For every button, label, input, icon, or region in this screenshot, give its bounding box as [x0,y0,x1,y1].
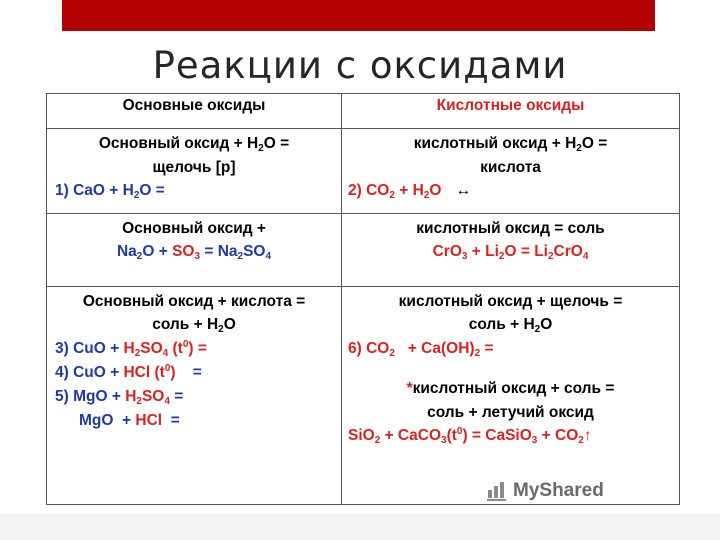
oxide-reactions-table [46,93,680,505]
reversible-arrow-icon: ↔ [455,182,472,200]
bottom-shade [0,514,720,540]
myshared-logo-icon [486,480,508,502]
cell-basic-water: Основный оксид + $Н_2О$ = щелочь [р] 1) CaO + $H_2O$ = [47,129,342,214]
watermark-text: MyShared [513,480,604,501]
header-acidic-oxides: Кислотные оксиды [342,94,680,129]
slide-title: Реакции с оксидами [152,44,568,87]
cell-basic-acid: Основный оксид + кислота = соль + $Н_2О$ 3) CuO + $H_2SO_4$ $(t^0)$ = 4) CuO + HCl $(t^0)$ = 5) MgO + $H_2SO_4$ = MgO + HCl = [47,287,342,505]
header-basic-oxides: Основные оксиды [47,94,342,129]
top-red-bar [62,0,655,31]
cell-basic-acidic: Основный оксид + $Na_2O + SO_3 = Na_2SO_4$ [47,214,342,287]
cell-acidic-water: кислотный оксид + $Н_2О$ = кислота 2) $CO_2 + H_2O$ ↔ [342,129,680,214]
cell-acidic-salt: кислотный оксид = соль $CrO_3 + Li_2O = Li_2CrO_4$ [342,214,680,287]
cell-acidic-base: кислотный оксид + щелочь = соль + $Н_2О$ 6) $CO_2 + Ca(OH)_2$ = *кислотный оксид + соль = соль + летучий оксид $SiO_2 + CaCO_3(t^0)$ = CaSiO$_3$ + $CO_2↑$ [342,287,680,505]
